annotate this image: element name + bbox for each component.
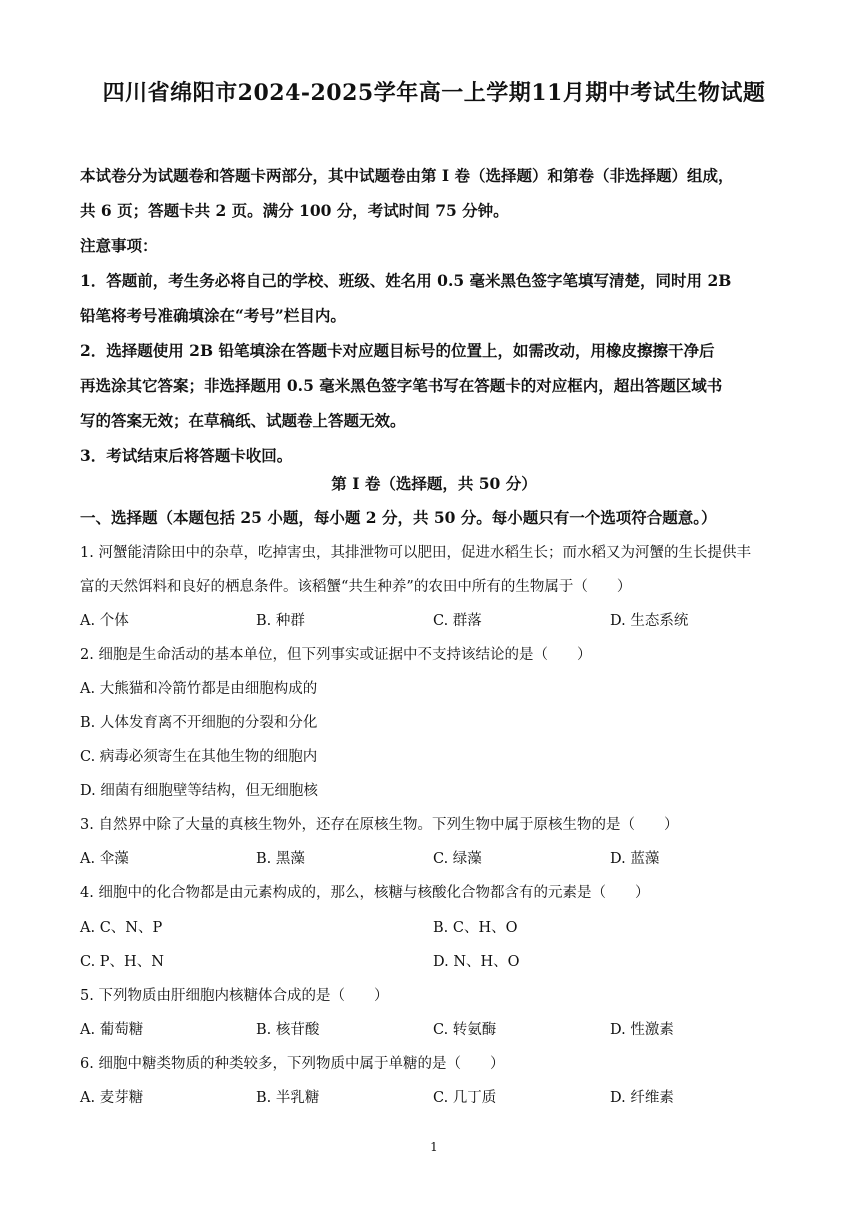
notice-line-1: 1．答题前，考生务必将自己的学校、班级、姓名用 0.5 毫米黑色签字笔填写清楚，同时用 2B xyxy=(80,271,732,290)
question-6-stem: 6. 细胞中糖类物质的种类较多，下列物质中属于单糖的是（ ） xyxy=(80,1056,505,1072)
question-4-option-a: A. C、N、P xyxy=(80,920,163,936)
question-5-option-c: C. 转氨酶 xyxy=(433,1022,497,1038)
question-1-stem-line-2: 富的天然饵料和良好的栖息条件。该稻蟹“共生种养”的农田中所有的生物属于（ ） xyxy=(80,579,632,595)
question-5-stem: 5. 下列物质由肝细胞内核糖体合成的是（ ） xyxy=(80,988,389,1004)
question-2-option-a: A. 大熊猫和冷箭竹都是由细胞构成的 xyxy=(80,681,318,697)
question-6-option-d: D. 纤维素 xyxy=(610,1090,674,1106)
question-5-option-b: B. 核苷酸 xyxy=(256,1022,320,1038)
document-title: 四川省绵阳市2024-2025学年高一上学期11月期中考试生物试题 xyxy=(102,80,766,106)
notice-line-5: 写的答案无效；在草稿纸、试题卷上答题无效。 xyxy=(80,411,406,430)
question-6-option-b: B. 半乳糖 xyxy=(256,1090,320,1106)
question-2-stem: 2. 细胞是生命活动的基本单位，但下列事实或证据中不支持该结论的是（ ） xyxy=(80,647,592,663)
question-5-option-d: D. 性激素 xyxy=(610,1022,674,1038)
question-4-option-b: B. C、H、O xyxy=(433,920,518,936)
question-4-option-d: D. N、H、O xyxy=(433,954,520,970)
question-1-option-c: C. 群落 xyxy=(433,613,482,629)
notice-line-6: 3．考试结束后将答题卡收回。 xyxy=(80,446,293,465)
question-1-option-d: D. 生态系统 xyxy=(610,613,689,629)
intro-line-2: 共 6 页；答题卡共 2 页。满分 100 分，考试时间 75 分钟。 xyxy=(80,201,509,220)
question-1-stem-line-1: 1. 河蟹能清除田中的杂草，吃掉害虫，其排泄物可以肥田，促进水稻生长；而水稻又为河蟹的生长提供丰 xyxy=(80,545,751,561)
question-2-option-c: C. 病毒必须寄生在其他生物的细胞内 xyxy=(80,749,318,765)
intro-line-1: 本试卷分为试题卷和答题卡两部分，其中试题卷由第 I 卷（选择题）和第卷（非选择题）组成， xyxy=(80,166,734,185)
question-1-option-b: B. 种群 xyxy=(256,613,305,629)
notice-line-4: 再选涂其它答案；非选择题用 0.5 毫米黑色签字笔书写在答题卡的对应框内，超出答题区域书 xyxy=(80,376,723,395)
question-5-option-a: A. 葡萄糖 xyxy=(80,1022,144,1038)
question-2-option-d: D. 细菌有细胞壁等结构，但无细胞核 xyxy=(80,783,318,799)
question-3-option-a: A. 伞藻 xyxy=(80,851,129,867)
question-3-option-d: D. 蓝藻 xyxy=(610,851,660,867)
notice-line-2: 铅笔将考号准确填涂在“考号”栏目内。 xyxy=(80,306,346,325)
notice-heading: 注意事项： xyxy=(80,236,158,255)
question-6-option-a: A. 麦芽糖 xyxy=(80,1090,144,1106)
question-1-option-a: A. 个体 xyxy=(80,613,129,629)
section-heading: 一、选择题（本题包括 25 小题，每小题 2 分，共 50 分。每小题只有一个选项符合题意。） xyxy=(80,508,717,527)
question-6-option-c: C. 几丁质 xyxy=(433,1090,497,1106)
notice-line-3: 2．选择题使用 2B 铅笔填涂在答题卡对应题目标号的位置上，如需改动，用橡皮擦擦干净后 xyxy=(80,341,715,360)
question-2-option-b: B. 人体发育离不开细胞的分裂和分化 xyxy=(80,715,318,731)
part-heading: 第 I 卷（选择题，共 50 分） xyxy=(331,474,537,493)
question-3-option-c: C. 绿藻 xyxy=(433,851,482,867)
question-3-option-b: B. 黑藻 xyxy=(256,851,305,867)
page-number: 1 xyxy=(430,1140,438,1154)
question-4-option-c: C. P、H、N xyxy=(80,954,164,970)
question-4-stem: 4. 细胞中的化合物都是由元素构成的，那么，核糖与核酸化合物都含有的元素是（ ） xyxy=(80,885,650,901)
question-3-stem: 3. 自然界中除了大量的真核生物外，还存在原核生物。下列生物中属于原核生物的是（ ） xyxy=(80,817,679,833)
